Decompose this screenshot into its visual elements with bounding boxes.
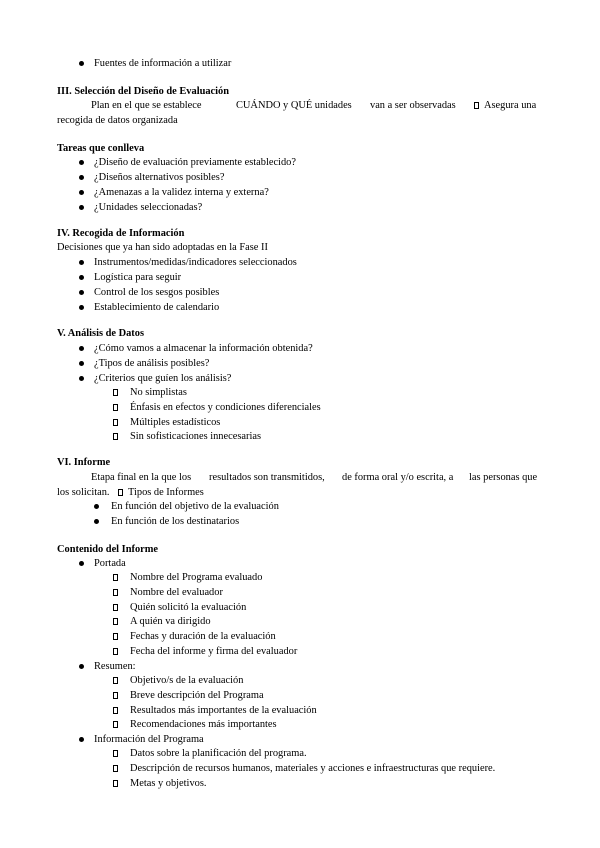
- missing-glyph-icon: [118, 489, 123, 496]
- list-item: Objetivo/s de la evaluación: [130, 675, 244, 686]
- list-item: Logística para seguir: [94, 272, 182, 283]
- checkbox-glyph-icon: [113, 419, 118, 426]
- bullet-icon: [79, 305, 84, 310]
- group-label: Resumen:: [94, 661, 136, 672]
- checkbox-glyph-icon: [113, 618, 118, 625]
- list-item: Metas y objetivos.: [130, 778, 207, 789]
- list-item: Fechas y duración de la evaluación: [130, 631, 276, 642]
- list-item: ¿Tipos de análisis posibles?: [94, 358, 210, 369]
- list-item: En función de los destinatarios: [111, 516, 240, 527]
- list-item: No simplistas: [130, 387, 187, 398]
- bullet-icon: [79, 205, 84, 210]
- paragraph-text: Tipos de Informes: [128, 487, 204, 498]
- paragraph-text: los solicitan.: [57, 487, 110, 498]
- list-item: ¿Diseños alternativos posibles?: [94, 172, 225, 183]
- list-item: Fuentes de información a utilizar: [94, 58, 232, 69]
- bullet-icon: [79, 561, 84, 566]
- paragraph-text: las personas que: [469, 472, 538, 483]
- list-item: Establecimiento de calendario: [94, 302, 220, 313]
- bullet-icon: [79, 190, 84, 195]
- paragraph-text: Etapa final en la que los: [91, 472, 192, 483]
- list-item: Descripción de recursos humanos, materiales y acciones e infraestructuras que requiere.: [130, 763, 496, 774]
- checkbox-glyph-icon: [113, 707, 118, 714]
- section-heading: Tareas que conlleva: [57, 143, 145, 154]
- list-item: ¿Amenazas a la validez interna y externa?: [94, 187, 269, 198]
- section-heading: IV. Recogida de Información: [57, 228, 185, 239]
- paragraph-text: van a ser observadas: [370, 100, 456, 111]
- checkbox-glyph-icon: [113, 750, 118, 757]
- checkbox-glyph-icon: [113, 433, 118, 440]
- missing-glyph-icon: [474, 102, 479, 109]
- bullet-icon: [79, 260, 84, 265]
- list-item: Datos sobre la planificación del programa.: [130, 748, 307, 759]
- checkbox-glyph-icon: [113, 765, 118, 772]
- list-item: Nombre del Programa evaluado: [130, 572, 263, 583]
- paragraph-text: Decisiones que ya han sido adoptadas en la Fase II: [57, 242, 268, 253]
- bullet-icon: [79, 61, 84, 66]
- checkbox-glyph-icon: [113, 721, 118, 728]
- section-heading: Contenido del Informe: [57, 544, 159, 555]
- paragraph-text: Plan en el que se establece: [91, 100, 202, 111]
- group-label: Portada: [94, 558, 126, 569]
- list-item: ¿Criterios que guíen los análisis?: [94, 373, 232, 384]
- bullet-icon: [94, 519, 99, 524]
- bullet-icon: [79, 160, 84, 165]
- bullet-icon: [79, 275, 84, 280]
- bullet-icon: [79, 175, 84, 180]
- checkbox-glyph-icon: [113, 692, 118, 699]
- bullet-icon: [79, 346, 84, 351]
- bullet-icon: [79, 737, 84, 742]
- checkbox-glyph-icon: [113, 574, 118, 581]
- checkbox-glyph-icon: [113, 389, 118, 396]
- bullet-icon: [94, 504, 99, 509]
- list-item: Resultados más importantes de la evaluación: [130, 705, 317, 716]
- checkbox-glyph-icon: [113, 404, 118, 411]
- section-heading: V. Análisis de Datos: [57, 328, 144, 339]
- list-item: Nombre del evaluador: [130, 587, 223, 598]
- bullet-icon: [79, 376, 84, 381]
- group-label: Información del Programa: [94, 734, 204, 745]
- checkbox-glyph-icon: [113, 604, 118, 611]
- list-item: Sin sofisticaciones innecesarias: [130, 431, 261, 442]
- list-item: Énfasis en efectos y condiciones diferenciales: [130, 402, 321, 413]
- list-item: Instrumentos/medidas/indicadores seleccionados: [94, 257, 297, 268]
- list-item: Fecha del informe y firma del evaluador: [130, 646, 298, 657]
- list-item: Breve descripción del Programa: [130, 690, 264, 701]
- list-item: Quién solicitó la evaluación: [130, 602, 247, 613]
- checkbox-glyph-icon: [113, 589, 118, 596]
- paragraph-text: recogida de datos organizada: [57, 115, 178, 126]
- checkbox-glyph-icon: [113, 677, 118, 684]
- bullet-icon: [79, 290, 84, 295]
- section-heading: VI. Informe: [57, 457, 111, 468]
- paragraph-text: CUÁNDO y QUÉ unidades: [236, 100, 352, 111]
- list-item: Control de los sesgos posibles: [94, 287, 220, 298]
- checkbox-glyph-icon: [113, 633, 118, 640]
- list-item: ¿Diseño de evaluación previamente establecido?: [94, 157, 296, 168]
- paragraph-text: Asegura una: [484, 100, 537, 111]
- list-item: Múltiples estadísticos: [130, 417, 221, 428]
- list-item: ¿Unidades seleccionadas?: [94, 202, 203, 213]
- checkbox-glyph-icon: [113, 780, 118, 787]
- bullet-icon: [79, 664, 84, 669]
- list-item: ¿Cómo vamos a almacenar la información obtenida?: [94, 343, 313, 354]
- checkbox-glyph-icon: [113, 648, 118, 655]
- list-item: Recomendaciones más importantes: [130, 719, 277, 730]
- list-item: A quién va dirigido: [130, 616, 211, 627]
- paragraph-text: de forma oral y/o escrita, a: [342, 472, 454, 483]
- paragraph-text: resultados son transmitidos,: [209, 472, 325, 483]
- section-heading: III. Selección del Diseño de Evaluación: [57, 86, 230, 97]
- list-item: En función del objetivo de la evaluación: [111, 501, 279, 512]
- bullet-icon: [79, 361, 84, 366]
